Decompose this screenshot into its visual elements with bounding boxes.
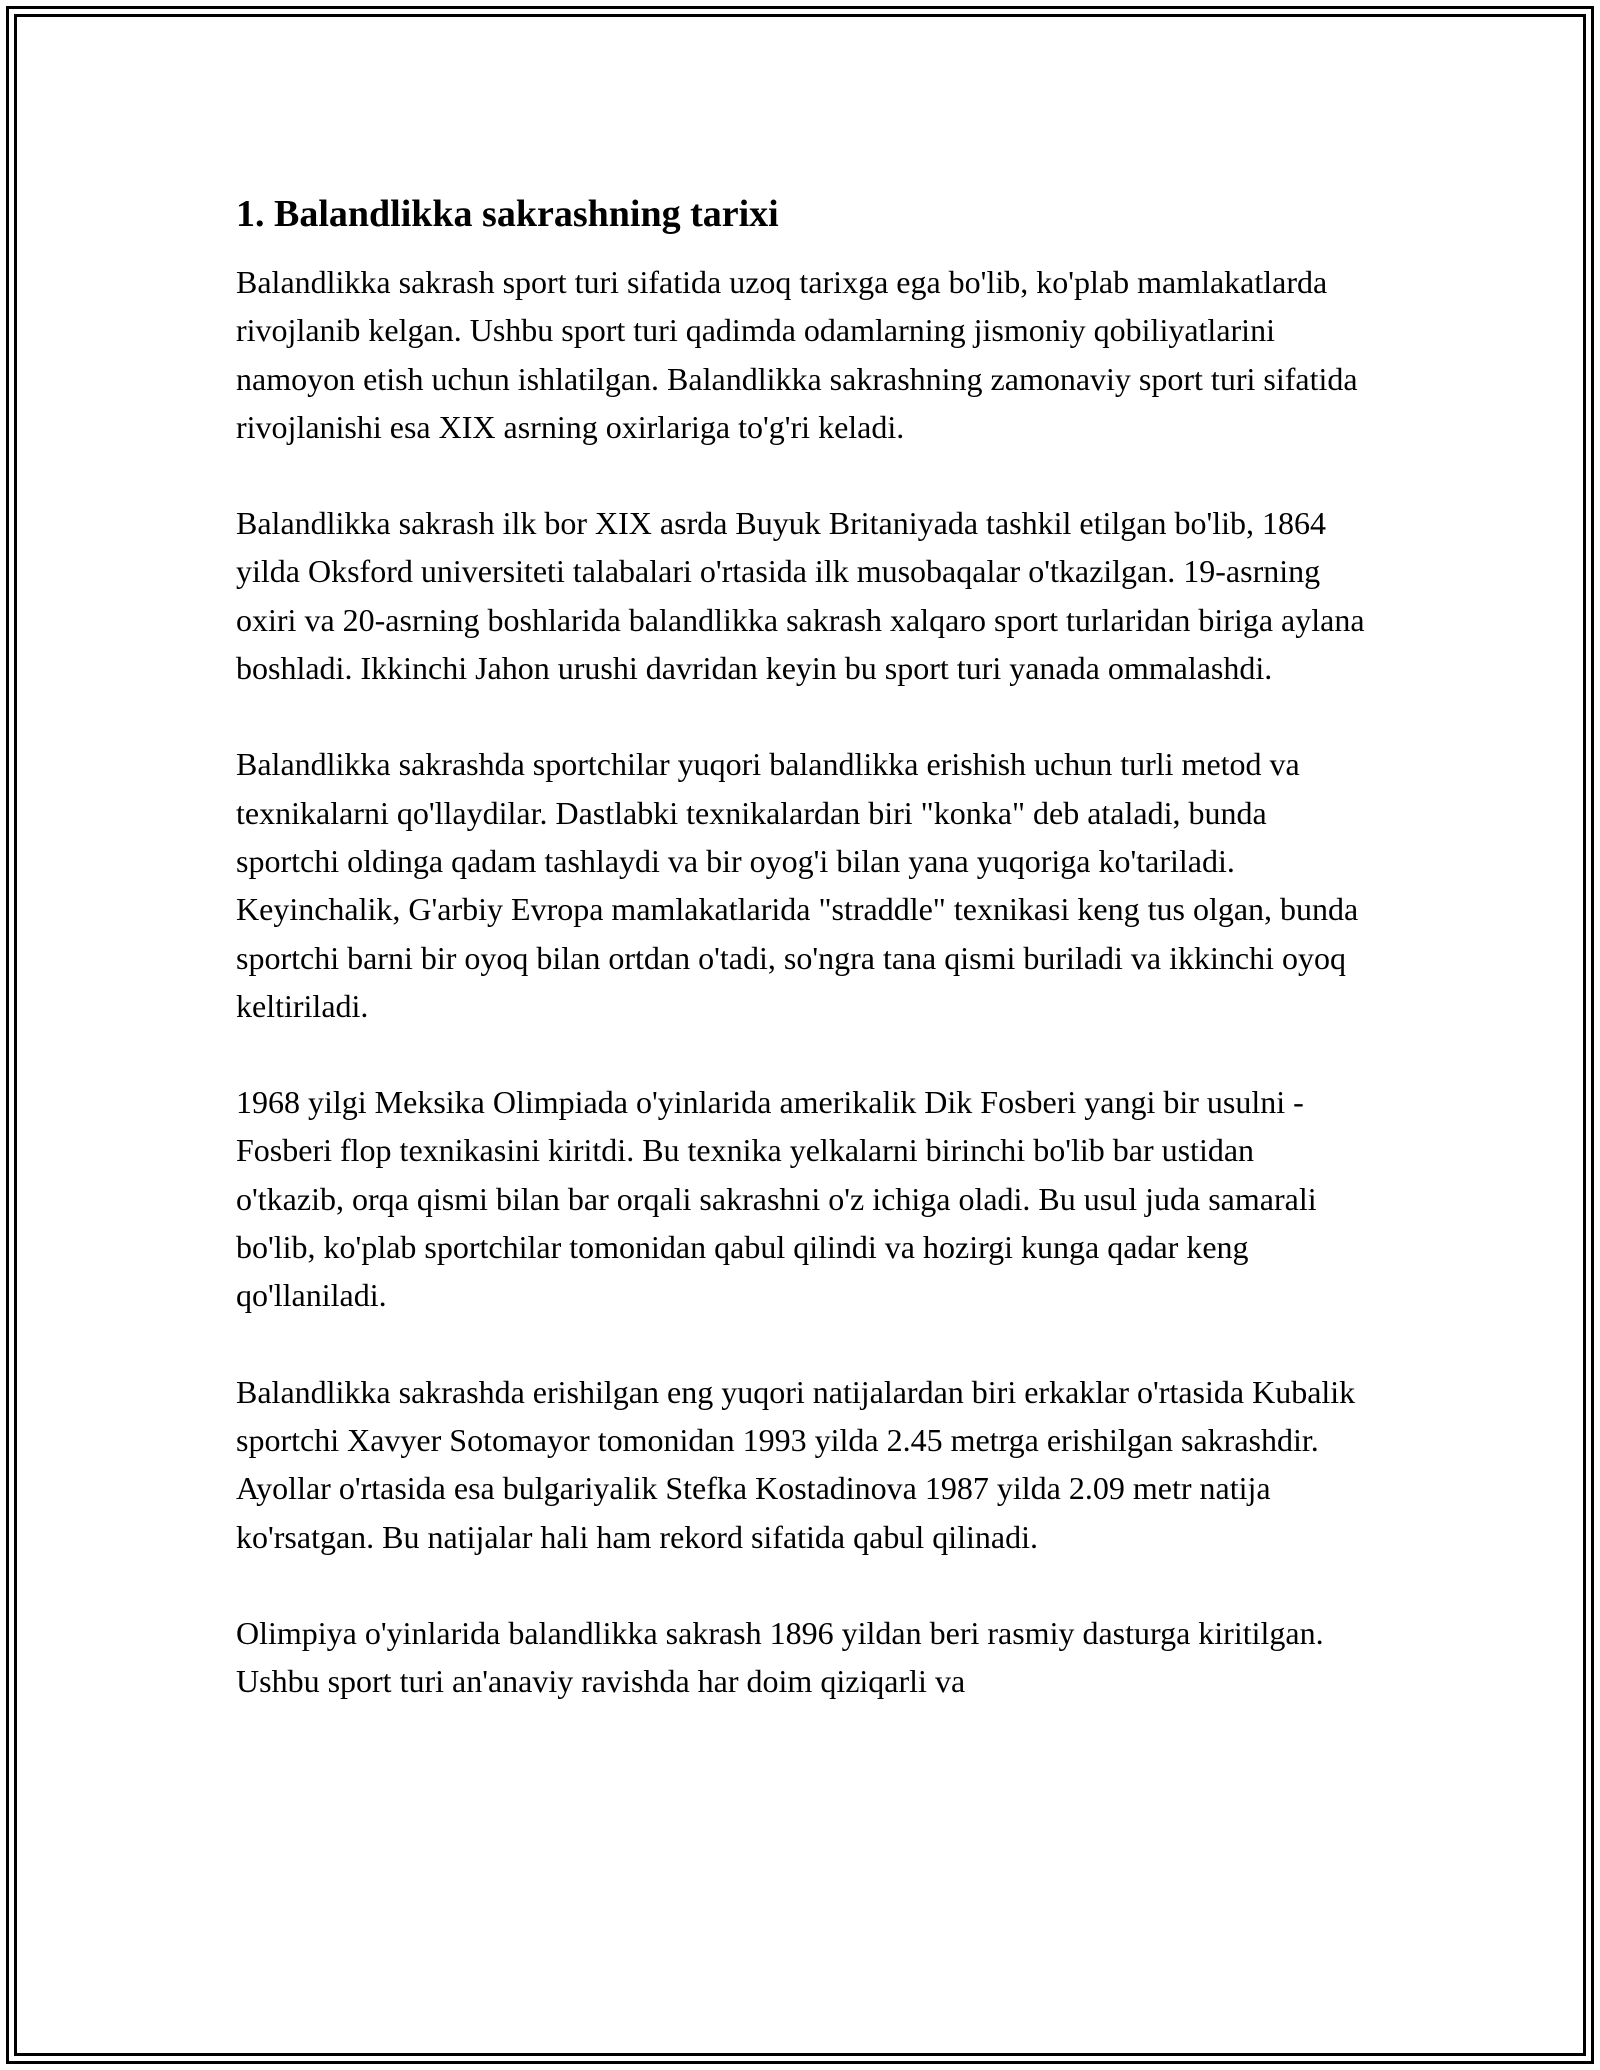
paragraph-4: 1968 yilgi Meksika Olimpiada o'yinlarida amerikalik Dik Fosberi yangi bir usulni - Fosberi flop texnikasini kiritdi. Bu texnika yelkalarni birinchi bo'lib bar ustidan o'tkazib, orqa qismi bilan bar orqali sakrashni o'z ichiga oladi. Bu usul juda samarali bo'lib, ko'plab sportchilar tomonidan qabul qilindi va hozirgi kunga qadar keng qo'llaniladi. — [236, 1084, 1317, 1314]
paragraph-5: Balandlikka sakrashda erishilgan eng yuqori natijalardan biri erkaklar o'rtasida Kubalik sportchi Xavyer Sotomayor tomonidan 1993 yilda 2.45 metrga erishilgan sakrashdir. Ayollar o'rtasida esa bulgariyalik Stefka Kostadinova 1987 yilda 2.09 metr natija ko'rsatgan. Bu natijalar hali ham rekord sifatida qabul qilinadi. — [236, 1373, 1356, 1555]
paragraph-3: Balandlikka sakrashda sportchilar yuqori balandlikka erishish uchun turli metod va texnikalarni qo'llaydilar. Dastlabki texnikalardan biri "konka" deb ataladi, bunda sportchi oldinga qadam tashlaydi va bir oyog'i bilan yana yuqoriga ko'tariladi. Keyinchalik, G'arbiy Evropa mamlakatlarida "straddle" texnikasi keng tus olgan, bunda sportchi barni bir oyoq bilan ortdan o'tadi, so'ngra tana qismi buriladi va ikkinchi oyoq keltiriladi. — [236, 746, 1359, 1024]
document-body — [236, 188, 1366, 1753]
section-heading: 1. Balandlikka sakrashning tarixi — [236, 193, 779, 235]
paragraph-2: Balandlikka sakrash ilk bor XIX asrda Buyuk Britaniyada tashkil etilgan bo'lib, 1864 yilda Oksford universiteti talabalari o'rtasida ilk musobaqalar o'tkazilgan. 19-asrning oxiri va 20-asrning boshlarida balandlikka sakrash xalqaro sport turlaridan biriga aylana boshladi. Ikkinchi Jahon urushi davridan keyin bu sport turi yanada ommalashdi. — [236, 505, 1365, 687]
paragraph-6: Olimpiya o'yinlarida balandlikka sakrash 1896 yildan beri rasmiy dasturga kiritilgan. Ushbu sport turi an'anaviy ravishda har doim qiziqarli va — [236, 1614, 1324, 1700]
paragraph-1: Balandlikka sakrash sport turi sifatida uzoq tarixga ega bo'lib, ko'plab mamlakatlarda rivojlanib kelgan. Ushbu sport turi qadimda odamlarning jismoniy qobiliyatlarini namoyon etish uchun ishlatilgan. Balandlikka sakrashning zamonaviy sport turi sifatida rivojlanishi esa XIX asrning oxirlariga to'g'ri keladi. — [236, 264, 1358, 445]
